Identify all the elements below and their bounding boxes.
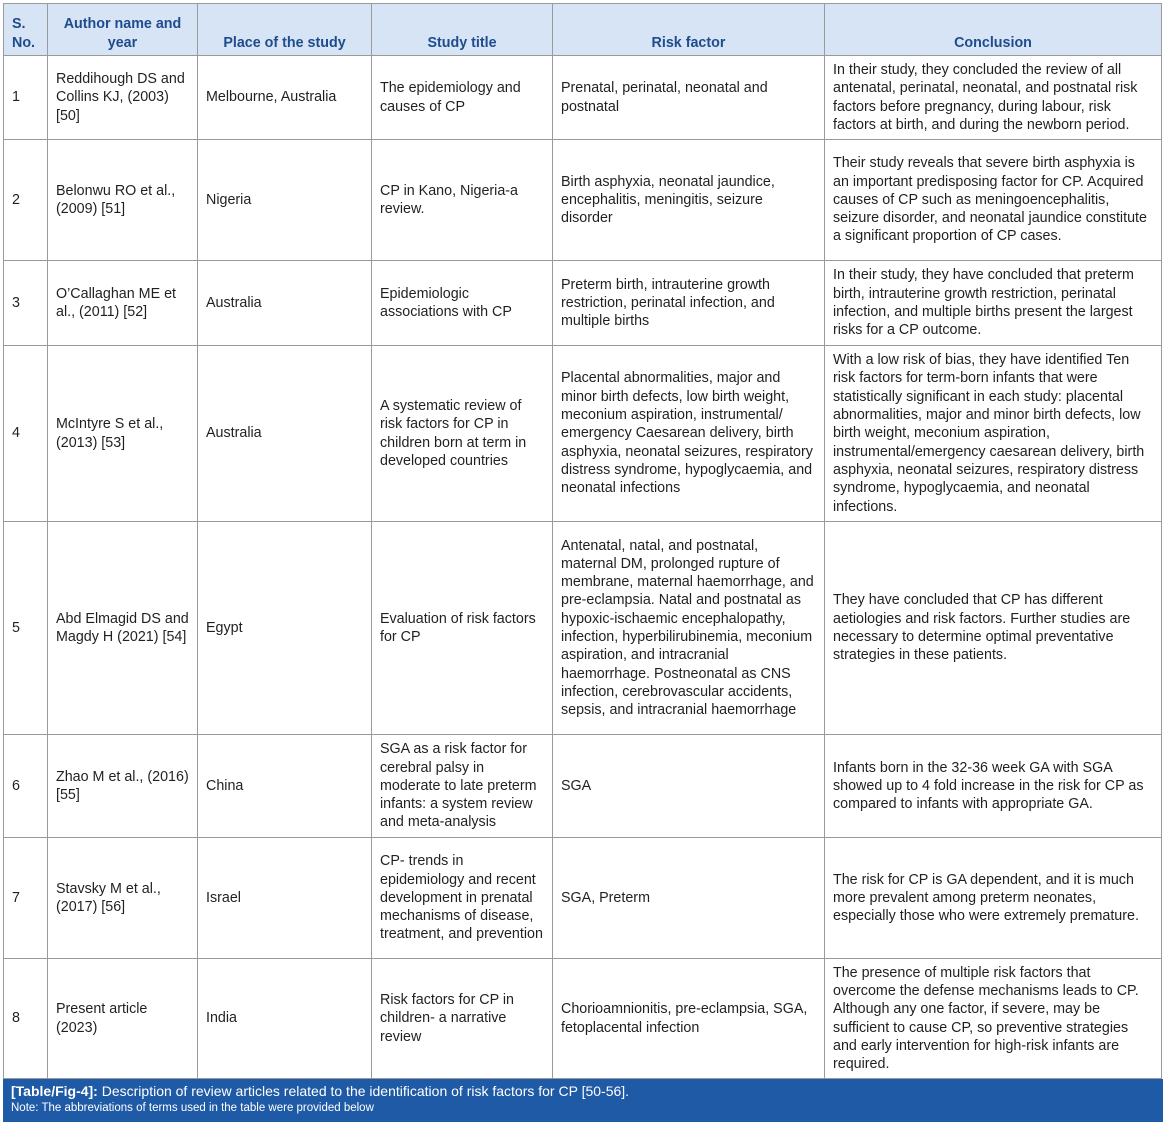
column-header-conclusion: Conclusion: [825, 4, 1162, 56]
cell-conclusion: In their study, they have concluded that preterm birth, intrauterine growth restriction, perinatal infection, and multiple births present the largest risks for a CP outcome.: [825, 261, 1162, 346]
cell-place: Australia: [198, 346, 372, 522]
cell-risk-factor: SGA: [553, 735, 825, 838]
cell-risk-factor: Prenatal, perinatal, neonatal and postnatal: [553, 56, 825, 140]
cell-title: The epidemiology and causes of CP: [372, 56, 553, 140]
cell-conclusion: The presence of multiple risk factors that overcome the defense mechanisms leads to CP. Although any one factor, if severe, may be sufficient to cause CP, so preventive strategies and early intervention for high-risk infants are required.: [825, 959, 1162, 1079]
table-row: [4, 261, 1162, 346]
column-header-title: Study title: [372, 4, 553, 56]
cell-title: A systematic review of risk factors for CP in children born at term in developed countries: [372, 346, 553, 522]
cell-sno: 7: [4, 838, 48, 959]
cell-sno: 8: [4, 959, 48, 1079]
cell-risk-factor: Placental abnormalities, major and minor birth defects, low birth weight, meconium aspiration, instrumental/ emergency Caesarean delivery, birth asphyxia, neonatal seizures, respiratory distress syndrome, hypoglycaemia, and neonatal infections: [553, 346, 825, 522]
cell-place: Melbourne, Australia: [198, 56, 372, 140]
table-row: [4, 346, 1162, 522]
cell-author: Stavsky M et al., (2017) [56]: [48, 838, 198, 959]
cell-title: CP in Kano, Nigeria-a review.: [372, 140, 553, 261]
cell-sno: 2: [4, 140, 48, 261]
cell-place: Nigeria: [198, 140, 372, 261]
cell-author: McIntyre S et al., (2013) [53]: [48, 346, 198, 522]
cell-title: Evaluation of risk factors for CP: [372, 522, 553, 735]
cell-author: Belonwu RO et al., (2009) [51]: [48, 140, 198, 261]
cell-author: Zhao M et al., (2016) [55]: [48, 735, 198, 838]
cell-conclusion: The risk for CP is GA dependent, and it is much more prevalent among preterm neonates, especially those who were extremely premature.: [825, 838, 1162, 959]
cell-title: CP- trends in epidemiology and recent development in prenatal mechanisms of disease, treatment, and prevention: [372, 838, 553, 959]
caption-main: [11, 1083, 1155, 1100]
cell-risk-factor: SGA, Preterm: [553, 838, 825, 959]
table-row: [4, 959, 1162, 1079]
cell-sno: 4: [4, 346, 48, 522]
cell-author: Present article (2023): [48, 959, 198, 1079]
caption-label: [Table/Fig-4]:: [11, 1083, 98, 1099]
caption-text: Description of review articles related to the identification of risk factors for CP [50-56].: [97, 1083, 630, 1099]
table-row: [4, 522, 1162, 735]
cell-author: Reddihough DS and Collins KJ, (2003) [50]: [48, 56, 198, 140]
cell-sno: 5: [4, 522, 48, 735]
cell-author: Abd Elmagid DS and Magdy H (2021) [54]: [48, 522, 198, 735]
cell-place: China: [198, 735, 372, 838]
cell-conclusion: Infants born in the 32-36 week GA with SGA showed up to 4 fold increase in the risk for CP as compared to infants with appropriate GA.: [825, 735, 1162, 838]
cell-place: Egypt: [198, 522, 372, 735]
caption-note: Note: The abbreviations of terms used in the table were provided below: [11, 1102, 374, 1114]
cell-risk-factor: Chorioamnionitis, pre-eclampsia, SGA, fetoplacental infection: [553, 959, 825, 1079]
cell-place: Australia: [198, 261, 372, 346]
table-row: [4, 56, 1162, 140]
cell-conclusion: Their study reveals that severe birth asphyxia is an important predisposing factor for CP. Acquired causes of CP such as meningoencephalitis, seizure disorder, and neonatal jaundice constitute a significant proportion of CP cases.: [825, 140, 1162, 261]
cell-title: SGA as a risk factor for cerebral palsy in moderate to late preterm infants: a system review and meta-analysis: [372, 735, 553, 838]
column-header-place: Place of the study: [198, 4, 372, 56]
review-table-figure: [3, 3, 1161, 1122]
cell-conclusion: They have concluded that CP has different aetiologies and risk factors. Further studies are necessary to determine optimal preventative strategies in these patients.: [825, 522, 1162, 735]
table-row: [4, 140, 1162, 261]
cell-place: Israel: [198, 838, 372, 959]
cell-risk-factor: Antenatal, natal, and postnatal, maternal DM, prolonged rupture of membrane, maternal haemorrhage, and pre-eclampsia. Natal and postnatal as hypoxic-ischaemic encephalopathy, infection, hyperbilirubinemia, meconium aspiration, and intracranial haemorrhage. Postneonatal as CNS infection, cerebrovascular accidents, sepsis, and intracranial haemorrhage: [553, 522, 825, 735]
cell-conclusion: In their study, they concluded the review of all antenatal, perinatal, neonatal, and postnatal risk factors before pregnancy, during labour, risk factors at birth, and during the newborn period.: [825, 56, 1162, 140]
review-articles-table: [3, 3, 1162, 1079]
cell-risk-factor: Preterm birth, intrauterine growth restriction, perinatal infection, and multiple births: [553, 261, 825, 346]
table-caption: [3, 1079, 1163, 1122]
cell-place: India: [198, 959, 372, 1079]
cell-sno: 3: [4, 261, 48, 346]
table-row: [4, 735, 1162, 838]
column-header-author: Author name and year: [48, 4, 198, 56]
cell-risk-factor: Birth asphyxia, neonatal jaundice, encephalitis, meningitis, seizure disorder: [553, 140, 825, 261]
cell-title: Epidemiologic associations with CP: [372, 261, 553, 346]
table-row: [4, 838, 1162, 959]
column-header-risk-factor: Risk factor: [553, 4, 825, 56]
cell-title: Risk factors for CP in children- a narrative review: [372, 959, 553, 1079]
cell-author: O’Callaghan ME et al., (2011) [52]: [48, 261, 198, 346]
cell-conclusion: With a low risk of bias, they have identified Ten risk factors for term-born infants that were statistically significant in each study: placental abnormalities, major and minor birth defects, low birth weight, meconium aspiration, instrumental/emergency caesarean delivery, birth asphyxia, neonatal seizures, respiratory distress syndrome, hypoglycaemia, and neonatal infections.: [825, 346, 1162, 522]
column-header-sno: S. No.: [4, 4, 48, 56]
cell-sno: 6: [4, 735, 48, 838]
table-header-row: [4, 4, 1162, 56]
cell-sno: 1: [4, 56, 48, 140]
